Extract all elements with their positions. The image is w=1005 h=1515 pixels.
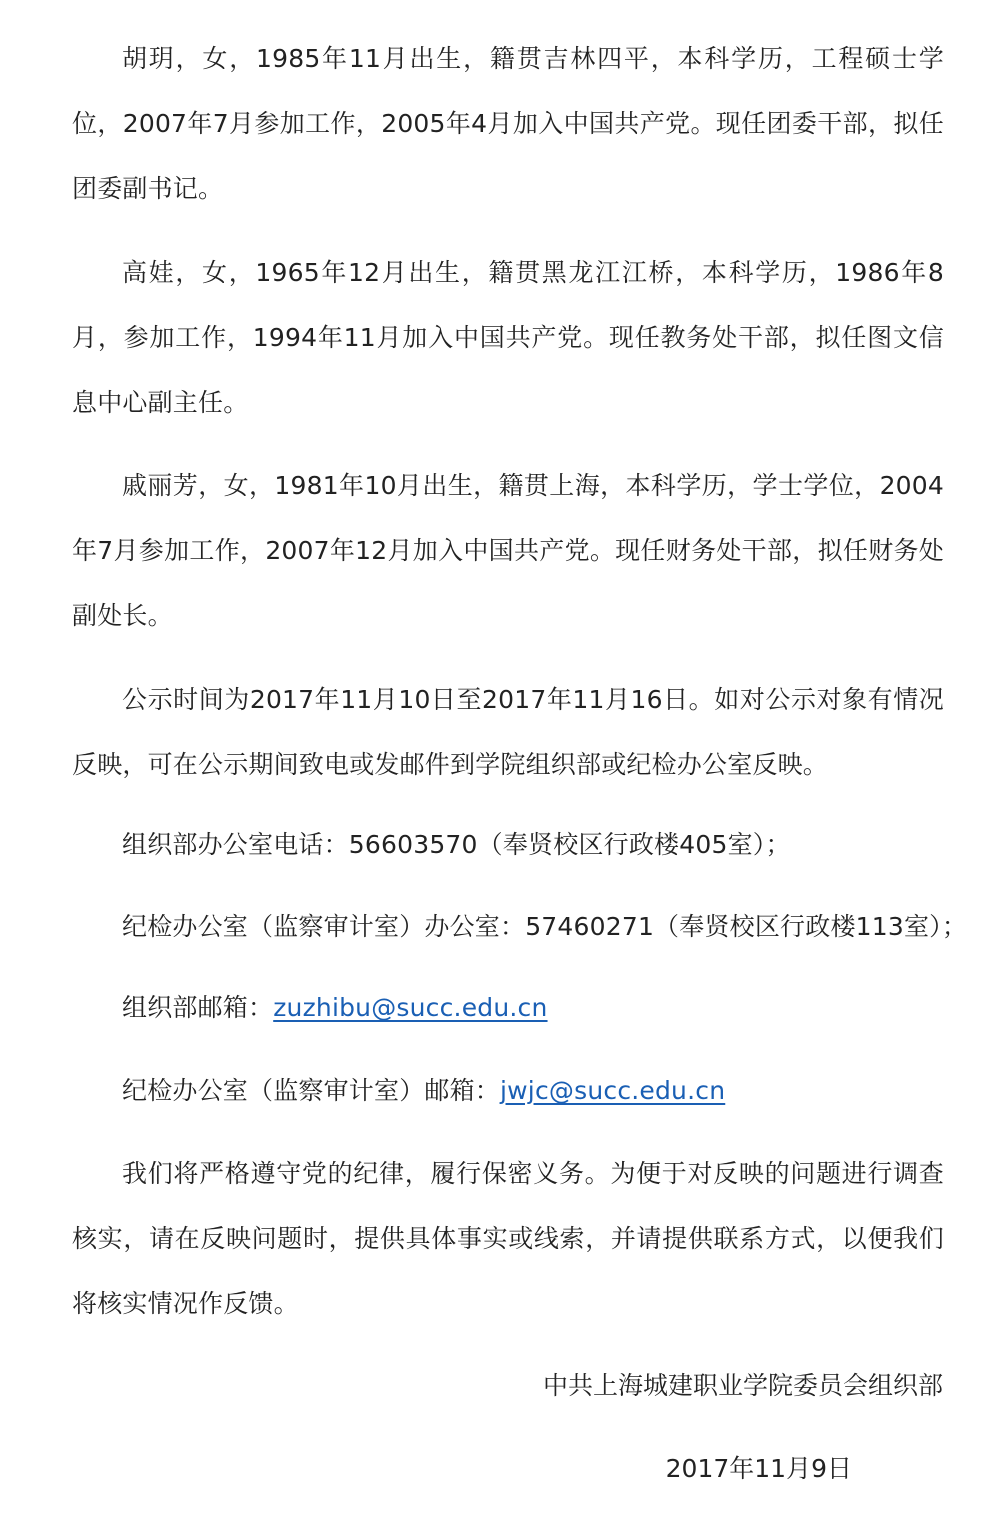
discipline-phone-line: 纪检办公室（监察审计室）办公室：57460271（奉贤校区行政楼113室）； xyxy=(122,912,968,941)
discipline-email-line xyxy=(122,1071,725,1111)
org-email-line xyxy=(122,988,548,1028)
org-phone-line: 组织部办公室电话：56603570（奉贤校区行政楼405室）； xyxy=(122,830,791,859)
org-email-link[interactable]: zuzhibu@succ.edu.cn xyxy=(273,993,548,1022)
candidate-paragraph-2: 高娃，女，1965年12月出生，籍贯黑龙江江桥，本科学历，1986年8月，参加工作，1994年11月加入中国共产党。现任教务处干部，拟任图文信息中心副主任。 xyxy=(72,258,944,417)
candidate-paragraph-3: 戚丽芳，女，1981年10月出生，籍贯上海，本科学历，学士学位，2004年7月参加工作，2007年12月加入中国共产党。现任财务处干部，拟任财务处副处长。 xyxy=(72,471,944,630)
discipline-email-label: 纪检办公室（监察审计室）邮箱： xyxy=(122,1076,501,1105)
signature-date: 2017年11月9日 xyxy=(665,1454,852,1483)
candidate-paragraph-1: 胡玥，女，1985年11月出生，籍贯吉林四平，本科学历，工程硕士学位，2007年7月参加工作，2005年4月加入中国共产党。现任团委干部，拟任团委副书记。 xyxy=(72,44,944,203)
closing-paragraph: 我们将严格遵守党的纪律，履行保密义务。为便于对反映的问题进行调查核实，请在反映问题时，提供具体事实或线索，并请提供联系方式，以便我们将核实情况作反馈。 xyxy=(72,1159,944,1318)
discipline-email-link[interactable]: jwjc@succ.edu.cn xyxy=(500,1076,726,1105)
org-email-label: 组织部邮箱： xyxy=(122,993,274,1022)
notice-period-paragraph: 公示时间为2017年11月10日至2017年11月16日。如对公示对象有情况反映，可在公示期间致电或发邮件到学院组织部或纪检办公室反映。 xyxy=(72,685,944,779)
signature-organization: 中共上海城建职业学院委员会组织部 xyxy=(542,1371,943,1400)
